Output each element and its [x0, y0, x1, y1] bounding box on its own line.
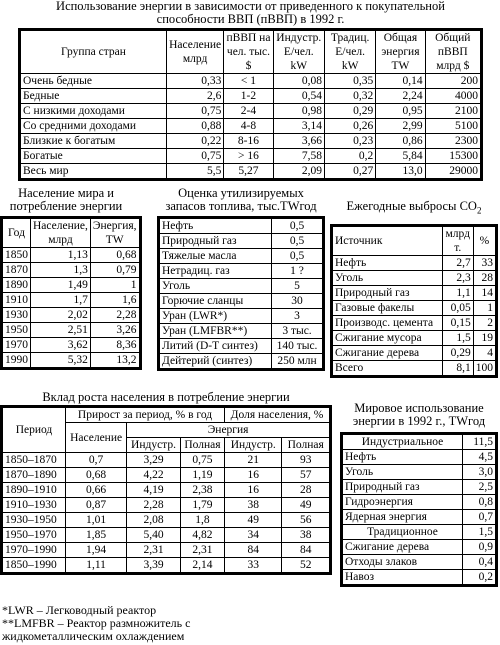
- data-cell: 2,28: [90, 308, 140, 323]
- data-cell: 2,38: [180, 483, 224, 498]
- data-cell: 3,62: [31, 338, 91, 353]
- fuel-reserve: 3 тыс.: [272, 324, 324, 339]
- header-cell: пВВП на чел. тыс. $: [224, 30, 273, 74]
- traditional-total-row: [342, 525, 497, 540]
- data-cell: 8,36: [90, 338, 140, 353]
- data-cell: 38: [282, 528, 331, 543]
- fuel-reserve: 250 млн: [272, 354, 324, 370]
- data-cell: 3,39: [127, 558, 181, 574]
- fuel-name: Нефть: [159, 218, 272, 234]
- fuel-reserve: 3: [272, 309, 324, 324]
- period-cell: 1950–1970: [2, 528, 66, 543]
- data-cell: 28: [282, 483, 331, 498]
- emission-source-row: [332, 270, 497, 285]
- traditional-value: 1,5: [463, 525, 497, 540]
- period-row: [2, 513, 331, 528]
- data-cell: 1,1: [442, 285, 473, 300]
- data-cell: 14: [473, 285, 496, 300]
- data-cell: 2,51: [31, 323, 91, 338]
- data-cell: 2,99: [376, 119, 425, 134]
- source-name: Нефть: [332, 255, 443, 270]
- industrial-value: 11,5: [463, 434, 497, 450]
- source-value: 0,9: [463, 540, 497, 555]
- period-row: [2, 498, 331, 513]
- data-cell: 1,79: [180, 498, 224, 513]
- header-cell: Общий пВВП млрд $: [425, 30, 481, 74]
- data-cell: 1,8: [180, 513, 224, 528]
- data-cell: < 1: [224, 74, 273, 89]
- year-row: [2, 338, 141, 353]
- title-text: Ежегодные выбросы CO: [346, 199, 477, 213]
- fuel-reserves-section: [157, 187, 325, 371]
- fuel-row: [159, 354, 324, 370]
- energy-by-gdp-section: [18, 0, 483, 181]
- fuel-reserve: 30: [272, 294, 324, 309]
- year-cell: 1990: [2, 353, 31, 369]
- header-cell: %: [473, 225, 496, 255]
- source-value: 0,2: [463, 570, 497, 586]
- fuel-reserves-table: [157, 216, 325, 371]
- data-cell: 3,66: [273, 134, 324, 149]
- year-cell: 1870: [2, 263, 31, 278]
- country-group-name: Бедные: [20, 89, 167, 104]
- emission-source-row: [332, 345, 497, 360]
- traditional-source-row: [342, 570, 497, 586]
- traditional-source-row: [342, 555, 497, 570]
- title-line-1: Население мира и: [18, 186, 114, 200]
- header-full-share: Полная: [282, 438, 331, 453]
- data-cell: 0,33: [166, 74, 223, 89]
- data-cell: 0,22: [166, 134, 223, 149]
- country-group-name: Богатые: [20, 149, 167, 164]
- header-cell: Группа стран: [20, 30, 167, 74]
- data-cell: 38: [225, 498, 282, 513]
- data-cell: 0,68: [90, 248, 140, 263]
- source-value: 0,7: [463, 510, 497, 525]
- population-energy-title: [0, 187, 132, 213]
- industrial-source-row: [342, 495, 497, 510]
- year-cell: 1970: [2, 338, 31, 353]
- data-cell: 1,49: [31, 278, 91, 293]
- energy-by-gdp-title: [18, 0, 483, 26]
- data-cell: 3,14: [273, 119, 324, 134]
- source-value: 4,5: [463, 450, 497, 465]
- data-cell: 0,75: [166, 149, 223, 164]
- fuel-row: [159, 218, 324, 234]
- header-full-growth: Полная: [180, 438, 224, 453]
- co2-emissions-title: [330, 200, 498, 218]
- data-cell: 0,54: [273, 89, 324, 104]
- period-row: [2, 453, 331, 468]
- year-cell: 1890: [2, 278, 31, 293]
- data-cell: 33: [473, 255, 496, 270]
- data-cell: 4000: [425, 89, 481, 104]
- data-cell: 0,23: [324, 134, 375, 149]
- data-cell: 16: [225, 483, 282, 498]
- source-name: Ядерная энергия: [342, 510, 463, 525]
- title-line-2: запасов топлива, тыс.TWгод: [165, 199, 317, 213]
- header-cell: Энергия, TW: [90, 218, 140, 248]
- source-value: 2,5: [463, 480, 497, 495]
- source-value: 0,8: [463, 495, 497, 510]
- fuel-row: [159, 264, 324, 279]
- period-row: [2, 558, 331, 574]
- year-cell: 1930: [2, 308, 31, 323]
- industrial-source-row: [342, 465, 497, 480]
- year-row: [2, 353, 141, 369]
- data-cell: 56: [282, 513, 331, 528]
- source-name: Производс. цемента: [332, 315, 443, 330]
- data-cell: 16: [225, 468, 282, 483]
- data-cell: 93: [282, 453, 331, 468]
- data-cell: 8,1: [442, 360, 473, 376]
- data-cell: 2,7: [442, 255, 473, 270]
- data-cell: 4: [473, 345, 496, 360]
- fuel-reserve: 0,5: [272, 234, 324, 249]
- data-cell: 2,28: [127, 498, 181, 513]
- header-cell: Население, млрд: [31, 218, 91, 248]
- population-energy-table: [0, 216, 142, 370]
- fuel-name: Уран (LWR*): [159, 309, 272, 324]
- data-cell: 0,75: [180, 453, 224, 468]
- title-line-1: Оценка утилизируемых: [178, 186, 304, 200]
- emission-source-row: [332, 330, 497, 345]
- fuel-reserve: 140 тыс.: [272, 339, 324, 354]
- data-cell: 84: [225, 543, 282, 558]
- fuel-name: Горючие сланцы: [159, 294, 272, 309]
- gdp-group-row: [20, 149, 482, 164]
- data-cell: 2,08: [127, 513, 181, 528]
- country-group-name: Очень бедные: [20, 74, 167, 89]
- title-line-2: энергии в 1992 г., TWгод: [352, 414, 486, 428]
- year-cell: 1950: [2, 323, 31, 338]
- source-name: Газовые факелы: [332, 300, 443, 315]
- title-line-2: способности ВВП (пВВП) в 1992 г.: [156, 12, 345, 26]
- data-cell: 0,15: [442, 315, 473, 330]
- data-cell: 1,5: [442, 330, 473, 345]
- header-ind-growth: Индустр.: [127, 438, 181, 453]
- year-row: [2, 323, 141, 338]
- traditional-label: Традиционное: [342, 525, 463, 540]
- data-cell: 0,29: [324, 104, 375, 119]
- fuel-row: [159, 294, 324, 309]
- period-row: [2, 528, 331, 543]
- year-cell: 1910: [2, 293, 31, 308]
- period-row: [2, 543, 331, 558]
- data-cell: 0,98: [273, 104, 324, 119]
- source-name: Природный газ: [342, 480, 463, 495]
- title-line-1: Мировое использование: [354, 401, 484, 415]
- data-cell: 57: [282, 468, 331, 483]
- data-cell: 13,0: [376, 164, 425, 180]
- data-cell: 0,32: [324, 89, 375, 104]
- emission-source-row: [332, 255, 497, 270]
- year-row: [2, 263, 141, 278]
- world-energy-title: [340, 402, 498, 428]
- data-cell: 34: [225, 528, 282, 543]
- title-line-2: потребление энергии: [9, 199, 123, 213]
- industrial-source-row: [342, 450, 497, 465]
- period-row: [2, 468, 331, 483]
- header-cell: Год: [2, 218, 31, 248]
- header-period: Период: [2, 407, 66, 453]
- period-cell: 1850–1990: [2, 558, 66, 574]
- data-cell: 0,35: [324, 74, 375, 89]
- footnote-lmfbr: **LMFBR – Реактор размножитель с: [2, 616, 191, 630]
- header-cell: Традиц. E/чел. kW: [324, 30, 375, 74]
- header-row: [20, 30, 482, 74]
- data-cell: 49: [225, 513, 282, 528]
- source-value: 3,0: [463, 465, 497, 480]
- source-name: Отходы злаков: [342, 555, 463, 570]
- country-group-name: Близкие к богатым: [20, 134, 167, 149]
- title-subscript: 2: [476, 205, 482, 216]
- year-row: [2, 293, 141, 308]
- title-line-1: Использование энергии в зависимости от приведенного к покупательной: [56, 0, 445, 13]
- source-value: 0,4: [463, 555, 497, 570]
- emission-source-row: [332, 285, 497, 300]
- country-group-name: Со средними доходами: [20, 119, 167, 134]
- header-cell: Источник: [332, 225, 443, 255]
- year-row: [2, 248, 141, 263]
- data-cell: 49: [282, 498, 331, 513]
- data-cell: 2,24: [376, 89, 425, 104]
- industrial-label: Индустриальное: [342, 434, 463, 450]
- data-cell: 3,26: [90, 323, 140, 338]
- data-cell: 84: [282, 543, 331, 558]
- data-cell: 2,14: [180, 558, 224, 574]
- source-name: Природный газ: [332, 285, 443, 300]
- data-cell: 0,95: [376, 104, 425, 119]
- data-cell: 200: [425, 74, 481, 89]
- source-name: Уголь: [342, 465, 463, 480]
- data-cell: 29000: [425, 164, 481, 180]
- data-cell: 4,82: [180, 528, 224, 543]
- population-energy-section: [0, 186, 137, 370]
- data-cell: 2,31: [180, 543, 224, 558]
- data-cell: 2-4: [224, 104, 273, 119]
- data-cell: 15300: [425, 149, 481, 164]
- data-cell: 0,05: [442, 300, 473, 315]
- footnote-lwr: *LWR – Легководный реактор: [2, 603, 157, 617]
- fuel-reserve: 0,5: [272, 249, 324, 264]
- data-cell: 13,2: [90, 353, 140, 369]
- data-cell: 2,02: [31, 308, 91, 323]
- fuel-row: [159, 279, 324, 294]
- data-cell: > 16: [224, 149, 273, 164]
- data-cell: 0,2: [324, 149, 375, 164]
- header-row-1: [2, 407, 331, 423]
- data-cell: 1-2: [224, 89, 273, 104]
- data-cell: 1,6: [90, 293, 140, 308]
- data-cell: 4-8: [224, 119, 273, 134]
- data-cell: 2,31: [127, 543, 181, 558]
- industrial-source-row: [342, 510, 497, 525]
- gdp-group-row: [20, 89, 482, 104]
- fuel-name: Дейтерий (синтез): [159, 354, 272, 370]
- source-name: Сжигание мусора: [332, 330, 443, 345]
- country-group-name: С низкими доходами: [20, 104, 167, 119]
- period-cell: 1870–1890: [2, 468, 66, 483]
- data-cell: 0,66: [66, 483, 127, 498]
- period-cell: 1930–1950: [2, 513, 66, 528]
- data-cell: 28: [473, 270, 496, 285]
- data-cell: 5,5: [166, 164, 223, 180]
- header-cell: млрд т.: [442, 225, 473, 255]
- data-cell: 0,86: [376, 134, 425, 149]
- data-cell: 4,22: [127, 468, 181, 483]
- data-cell: 0,68: [66, 468, 127, 483]
- fuel-row: [159, 249, 324, 264]
- fuel-reserve: 1 ?: [272, 264, 324, 279]
- data-cell: 2: [473, 315, 496, 330]
- source-name: Всего: [332, 360, 443, 376]
- data-cell: 4,19: [127, 483, 181, 498]
- data-cell: 0,08: [273, 74, 324, 89]
- world-energy-section: [340, 402, 498, 587]
- year-row: [2, 278, 141, 293]
- data-cell: 0,88: [166, 119, 223, 134]
- data-cell: 0,26: [324, 119, 375, 134]
- header-cell: Население млрд: [166, 30, 223, 74]
- data-cell: 0,29: [442, 345, 473, 360]
- data-cell: 33: [225, 558, 282, 574]
- source-name: Сжигание дерева: [332, 345, 443, 360]
- header-row: [2, 218, 141, 248]
- data-cell: 3,29: [127, 453, 181, 468]
- source-name: Нефть: [342, 450, 463, 465]
- period-cell: 1910–1930: [2, 498, 66, 513]
- data-cell: 52: [282, 558, 331, 574]
- source-name: Уголь: [332, 270, 443, 285]
- data-cell: 0,87: [66, 498, 127, 513]
- data-cell: 5,27: [224, 164, 273, 180]
- country-group-name: Весь мир: [20, 164, 167, 180]
- fuel-row: [159, 309, 324, 324]
- data-cell: 1: [90, 278, 140, 293]
- header-population: Население: [66, 423, 127, 453]
- fuel-name: Уран (LMFBR**): [159, 324, 272, 339]
- gdp-group-row: [20, 104, 482, 119]
- source-name: Гидроэнергия: [342, 495, 463, 510]
- data-cell: 21: [225, 453, 282, 468]
- footnote-lmfbr-cont: жидкометаллическим охлаждением: [2, 629, 185, 643]
- emission-source-row: [332, 315, 497, 330]
- energy-by-gdp-table: [18, 28, 483, 181]
- industrial-total-row: [342, 434, 497, 450]
- source-name: Навоз: [342, 570, 463, 586]
- year-cell: 1850: [2, 248, 31, 263]
- data-cell: 1,3: [31, 263, 91, 278]
- population-growth-title: Вклад роста населения в потребление энергии: [42, 390, 290, 404]
- data-cell: 7,58: [273, 149, 324, 164]
- industrial-source-row: [342, 480, 497, 495]
- traditional-source-row: [342, 540, 497, 555]
- header-share: Доля населения, %: [225, 407, 331, 423]
- header-ind-share: Индустр.: [225, 438, 282, 453]
- data-cell: 2,3: [442, 270, 473, 285]
- population-growth-section: [0, 391, 332, 575]
- data-cell: 5,40: [127, 528, 181, 543]
- data-cell: 19: [473, 330, 496, 345]
- header-growth: Прирост за период, % в год: [66, 407, 225, 423]
- data-cell: 1,01: [66, 513, 127, 528]
- fuel-name: Уголь: [159, 279, 272, 294]
- header-row: [332, 225, 497, 255]
- fuel-name: Нетрадиц. газ: [159, 264, 272, 279]
- data-cell: 1,13: [31, 248, 91, 263]
- data-cell: 1,11: [66, 558, 127, 574]
- period-cell: 1890–1910: [2, 483, 66, 498]
- data-cell: 0,7: [66, 453, 127, 468]
- data-cell: 1,85: [66, 528, 127, 543]
- data-cell: 0,75: [166, 104, 223, 119]
- header-energy: Энергия: [127, 423, 331, 438]
- source-name: Сжигание дерева: [342, 540, 463, 555]
- gdp-group-row: [20, 134, 482, 149]
- data-cell: 0,27: [324, 164, 375, 180]
- emission-source-row: [332, 300, 497, 315]
- data-cell: 100: [473, 360, 496, 376]
- fuel-row: [159, 324, 324, 339]
- gdp-group-row: [20, 164, 482, 180]
- data-cell: 2300: [425, 134, 481, 149]
- period-cell: 1850–1870: [2, 453, 66, 468]
- co2-emissions-section: [330, 200, 498, 378]
- footnotes: [2, 604, 302, 643]
- population-growth-table: [0, 405, 332, 575]
- header-cell: Индустр. E/чел. kW: [273, 30, 324, 74]
- data-cell: 1,19: [180, 468, 224, 483]
- co2-emissions-table: [330, 224, 498, 378]
- year-row: [2, 308, 141, 323]
- fuel-name: Тяжелые масла: [159, 249, 272, 264]
- data-cell: 0,79: [90, 263, 140, 278]
- data-cell: 5100: [425, 119, 481, 134]
- data-cell: 1,7: [31, 293, 91, 308]
- fuel-name: Литий (D-T синтез): [159, 339, 272, 354]
- fuel-row: [159, 234, 324, 249]
- fuel-reserves-title: [157, 187, 325, 213]
- data-cell: 2,6: [166, 89, 223, 104]
- gdp-group-row: [20, 74, 482, 89]
- gdp-group-row: [20, 119, 482, 134]
- data-cell: 8-16: [224, 134, 273, 149]
- fuel-reserve: 0,5: [272, 218, 324, 234]
- emission-source-row: [332, 360, 497, 376]
- data-cell: 2,09: [273, 164, 324, 180]
- fuel-reserve: 5: [272, 279, 324, 294]
- fuel-row: [159, 339, 324, 354]
- data-cell: 1,94: [66, 543, 127, 558]
- data-cell: 5,84: [376, 149, 425, 164]
- data-cell: 5,32: [31, 353, 91, 369]
- period-row: [2, 483, 331, 498]
- header-cell: Общая энергия TW: [376, 30, 425, 74]
- data-cell: 1: [473, 300, 496, 315]
- data-cell: 2100: [425, 104, 481, 119]
- world-energy-table: [340, 432, 498, 587]
- data-cell: 0,14: [376, 74, 425, 89]
- fuel-name: Природный газ: [159, 234, 272, 249]
- period-cell: 1970–1990: [2, 543, 66, 558]
